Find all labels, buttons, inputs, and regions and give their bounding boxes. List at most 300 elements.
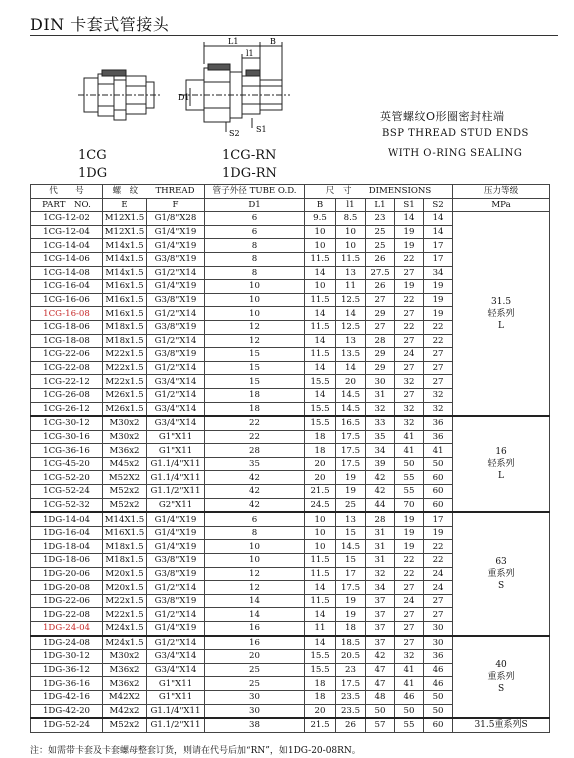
cell-l1-cap: 31 [366, 554, 395, 568]
pressure-value: 40 [495, 659, 507, 670]
cell-l1-cap: 29 [366, 348, 395, 362]
cell-thread-e: M52X2 [103, 471, 147, 485]
cell-s2: 24 [424, 581, 453, 595]
cell-l1-small: 20 [336, 375, 366, 389]
cell-l1-cap: 37 [366, 608, 395, 622]
cell-l1-cap: 37 [366, 636, 395, 650]
cell-part-no: 1DG-22-08 [31, 608, 103, 622]
cell-b: 18 [305, 677, 336, 691]
cell-b: 11.5 [305, 567, 336, 581]
cell-part-no: 1CG-52-32 [31, 498, 103, 512]
pressure-group-cell [453, 512, 550, 635]
header-s2: S2 [424, 198, 453, 212]
cell-s1: 22 [395, 567, 424, 581]
cell-b: 14 [305, 266, 336, 280]
cell-l1-cap: 34 [366, 444, 395, 458]
cell-s1: 27 [395, 361, 424, 375]
cell-thread-f: G3/8"X19 [147, 293, 205, 307]
cell-s2: 41 [424, 444, 453, 458]
cell-s1: 14 [395, 212, 424, 226]
cell-s2: 22 [424, 320, 453, 334]
cell-d1: 38 [205, 718, 305, 732]
cell-l1-small: 11.5 [336, 252, 366, 266]
cell-thread-f: G1/4"X19 [147, 526, 205, 540]
cell-thread-f: G1/4"X19 [147, 280, 205, 294]
cell-s1: 19 [395, 280, 424, 294]
cell-thread-e: M18x1.5 [103, 320, 147, 334]
cell-part-no: 1DG-20-06 [31, 567, 103, 581]
header-mpa: MPa [453, 198, 550, 212]
header-e: E [103, 198, 147, 212]
side-text-en2: WITH O-RING SEALING [388, 148, 523, 159]
cell-l1-small: 19 [336, 594, 366, 608]
cell-s2: 14 [424, 225, 453, 239]
cell-b: 24.5 [305, 498, 336, 512]
cell-s1: 32 [395, 650, 424, 664]
cell-b: 10 [305, 225, 336, 239]
cell-l1-cap: 31 [366, 540, 395, 554]
cell-d1: 12 [205, 320, 305, 334]
cell-s2: 17 [424, 512, 453, 526]
cell-thread-f: G1/2"X14 [147, 266, 205, 280]
cell-thread-f: G1/4"X19 [147, 622, 205, 636]
cell-s1: 46 [395, 690, 424, 704]
cell-part-no: 1DG-20-08 [31, 581, 103, 595]
cell-l1-cap: 27.5 [366, 266, 395, 280]
cell-s1: 24 [395, 594, 424, 608]
cell-l1-small: 17 [336, 567, 366, 581]
cell-thread-f: G1/4"X19 [147, 540, 205, 554]
cell-l1-small: 12.5 [336, 320, 366, 334]
table-row [31, 718, 550, 732]
cell-l1-small: 15 [336, 554, 366, 568]
cell-thread-e: M18x1.5 [103, 540, 147, 554]
cell-l1-small: 16.5 [336, 416, 366, 430]
cell-d1: 12 [205, 581, 305, 595]
cell-thread-e: M12X1.5 [103, 212, 147, 226]
cell-d1: 14 [205, 594, 305, 608]
cell-thread-f: G1"X11 [147, 444, 205, 458]
dim-label-b: B [270, 37, 276, 46]
cell-l1-cap: 33 [366, 416, 395, 430]
cell-l1-small: 17.5 [336, 457, 366, 471]
cell-part-no: 1DG-42-16 [31, 690, 103, 704]
cell-thread-e: M26x1.5 [103, 388, 147, 402]
cell-l1-small: 8.5 [336, 212, 366, 226]
cell-l1-small: 12.5 [336, 293, 366, 307]
cell-d1: 14 [205, 608, 305, 622]
cell-s2: 32 [424, 388, 453, 402]
cell-l1-small: 11 [336, 280, 366, 294]
cell-s1: 22 [395, 293, 424, 307]
cell-s1: 19 [395, 512, 424, 526]
cell-d1: 16 [205, 636, 305, 650]
cell-l1-cap: 29 [366, 307, 395, 321]
cell-s2: 27 [424, 608, 453, 622]
cell-d1: 35 [205, 457, 305, 471]
cell-b: 10 [305, 512, 336, 526]
cell-b: 20 [305, 704, 336, 718]
cell-thread-e: M16x1.5 [103, 280, 147, 294]
pressure-group-cell [453, 718, 550, 732]
cell-l1-small: 13 [336, 512, 366, 526]
cell-d1: 8 [205, 266, 305, 280]
cell-part-no: 1DG-36-12 [31, 663, 103, 677]
cell-b: 20 [305, 457, 336, 471]
cell-part-no: 1DG-16-04 [31, 526, 103, 540]
cell-thread-f: G1/2"X14 [147, 636, 205, 650]
cell-s1: 55 [395, 718, 424, 732]
cell-part-no: 1CG-18-08 [31, 334, 103, 348]
cell-s1: 24 [395, 348, 424, 362]
cell-l1-cap: 26 [366, 280, 395, 294]
cell-b: 9.5 [305, 212, 336, 226]
cell-s1: 19 [395, 239, 424, 253]
cell-b: 10 [305, 239, 336, 253]
cell-b: 11.5 [305, 320, 336, 334]
cell-s2: 30 [424, 622, 453, 636]
cell-s1: 27 [395, 581, 424, 595]
cell-l1-small: 14 [336, 307, 366, 321]
cell-part-no: 1CG-22-12 [31, 375, 103, 389]
cell-thread-f: G1.1/4"X11 [147, 704, 205, 718]
cell-s2: 19 [424, 293, 453, 307]
cell-l1-cap: 27 [366, 293, 395, 307]
cell-d1: 30 [205, 704, 305, 718]
cell-l1-small: 20.5 [336, 650, 366, 664]
cell-l1-cap: 32 [366, 402, 395, 416]
cell-b: 18 [305, 444, 336, 458]
cell-b: 14 [305, 608, 336, 622]
footnote: 注：如需带卡套及卡套螺母整套订货，则请在代号后加“RN”，如1DG-20-08RN。 [30, 746, 361, 756]
cell-thread-f: G2"X11 [147, 498, 205, 512]
cell-b: 21.5 [305, 485, 336, 499]
cell-thread-f: G1/4"X19 [147, 239, 205, 253]
cell-thread-e: M14X1.5 [103, 512, 147, 526]
cell-l1-cap: 37 [366, 594, 395, 608]
cell-thread-f: G1/2"X14 [147, 608, 205, 622]
cell-s1: 32 [395, 416, 424, 430]
cell-thread-e: M22x1.5 [103, 361, 147, 375]
cell-thread-e: M45x2 [103, 457, 147, 471]
cell-l1-small: 17.5 [336, 581, 366, 595]
cell-part-no: 1CG-30-12 [31, 416, 103, 430]
pressure-group-cell [453, 212, 550, 416]
cell-s1: 27 [395, 307, 424, 321]
cell-s2: 32 [424, 402, 453, 416]
cell-s2: 14 [424, 212, 453, 226]
cell-thread-f: G1/2"X14 [147, 334, 205, 348]
cell-d1: 6 [205, 512, 305, 526]
cell-part-no: 1DG-18-04 [31, 540, 103, 554]
cell-thread-f: G1"X11 [147, 677, 205, 691]
cell-b: 14 [305, 334, 336, 348]
cell-l1-cap: 30 [366, 375, 395, 389]
cell-s2: 22 [424, 540, 453, 554]
cell-s2: 24 [424, 567, 453, 581]
cell-s2: 17 [424, 252, 453, 266]
cell-b: 10 [305, 540, 336, 554]
pressure-group-cell [453, 636, 550, 719]
cell-l1-small: 25 [336, 498, 366, 512]
pressure-cn: 重系列 [487, 568, 515, 579]
cell-l1-small: 17.5 [336, 677, 366, 691]
cell-s2: 30 [424, 636, 453, 650]
table-row [31, 636, 550, 650]
dim-label-s1: S1 [256, 125, 267, 134]
cell-s1: 41 [395, 444, 424, 458]
cell-l1-small: 13 [336, 334, 366, 348]
cell-b: 21.5 [305, 718, 336, 732]
cell-l1-small: 14 [336, 361, 366, 375]
cell-s1: 41 [395, 430, 424, 444]
cell-d1: 12 [205, 567, 305, 581]
cell-thread-f: G1/4"X19 [147, 225, 205, 239]
cell-l1-small: 26 [336, 718, 366, 732]
cell-b: 11.5 [305, 594, 336, 608]
cell-s1: 41 [395, 663, 424, 677]
cell-l1-cap: 26 [366, 252, 395, 266]
cell-thread-e: M22x1.5 [103, 594, 147, 608]
cell-thread-f: G1.1/2"X11 [147, 485, 205, 499]
cell-thread-e: M42x2 [103, 704, 147, 718]
cell-part-no: 1CG-18-06 [31, 320, 103, 334]
cell-d1: 8 [205, 239, 305, 253]
cell-b: 15.5 [305, 650, 336, 664]
cell-d1: 15 [205, 348, 305, 362]
cell-thread-f: G3/4"X14 [147, 663, 205, 677]
cell-s2: 60 [424, 498, 453, 512]
left-fitting-drawing [78, 70, 160, 120]
cell-d1: 15 [205, 361, 305, 375]
cell-thread-e: M12X1.5 [103, 225, 147, 239]
cell-thread-f: G1"X11 [147, 690, 205, 704]
cell-thread-f: G1/2"X14 [147, 307, 205, 321]
cell-thread-f: G1/8"X28 [147, 212, 205, 226]
model-label-1dg-rn: 1DG-RN [222, 166, 277, 181]
cell-l1-cap: 42 [366, 485, 395, 499]
cell-b: 15.5 [305, 375, 336, 389]
header-l1-cap: L1 [366, 198, 395, 212]
cell-l1-small: 14.5 [336, 540, 366, 554]
cell-d1: 10 [205, 293, 305, 307]
pressure-value: 31.5 [491, 296, 512, 307]
header-tube-od: 管子外径 TUBE O.D. [205, 185, 305, 199]
header-l1-small: l1 [336, 198, 366, 212]
cell-s1: 55 [395, 471, 424, 485]
cell-l1-small: 10 [336, 239, 366, 253]
cell-part-no: 1CG-52-20 [31, 471, 103, 485]
cell-s2: 50 [424, 457, 453, 471]
cell-part-no: 1DG-14-04 [31, 512, 103, 526]
table-row [31, 512, 550, 526]
cell-d1: 10 [205, 540, 305, 554]
cell-part-no: 1DG-42-20 [31, 704, 103, 718]
cell-l1-cap: 23 [366, 212, 395, 226]
cell-thread-f: G3/8"X19 [147, 348, 205, 362]
cell-b: 11.5 [305, 554, 336, 568]
cell-thread-e: M22x1.5 [103, 348, 147, 362]
header-code: 代 号 [31, 185, 103, 199]
cell-thread-f: G3/8"X19 [147, 252, 205, 266]
cell-b: 20 [305, 471, 336, 485]
cell-d1: 16 [205, 622, 305, 636]
cell-l1-cap: 44 [366, 498, 395, 512]
cell-b: 18 [305, 430, 336, 444]
pressure-cn: 轻系列 [487, 459, 515, 470]
cell-s1: 55 [395, 485, 424, 499]
cell-part-no: 1CG-14-04 [31, 239, 103, 253]
cell-l1-small: 23.5 [336, 704, 366, 718]
dim-label-d1: D1 [178, 93, 190, 102]
cell-b: 10 [305, 526, 336, 540]
cell-thread-e: M52x2 [103, 498, 147, 512]
cell-l1-cap: 57 [366, 718, 395, 732]
cell-b: 14 [305, 307, 336, 321]
cell-s2: 60 [424, 471, 453, 485]
pressure-letter: S [497, 580, 505, 591]
cell-s2: 19 [424, 280, 453, 294]
cell-l1-small: 13.5 [336, 348, 366, 362]
cell-b: 14 [305, 636, 336, 650]
page-title: DIN 卡套式管接头 [30, 15, 170, 34]
cell-l1-small: 19 [336, 608, 366, 622]
cell-s1: 50 [395, 457, 424, 471]
model-label-1dg: 1DG [78, 166, 108, 181]
cell-l1-cap: 42 [366, 471, 395, 485]
cell-thread-e: M24x1.5 [103, 622, 147, 636]
cell-s1: 19 [395, 225, 424, 239]
cell-s1: 22 [395, 252, 424, 266]
cell-l1-small: 23 [336, 663, 366, 677]
cell-l1-cap: 50 [366, 704, 395, 718]
cell-s1: 50 [395, 704, 424, 718]
cell-thread-e: M36x2 [103, 663, 147, 677]
cell-l1-cap: 25 [366, 225, 395, 239]
cell-b: 15.5 [305, 416, 336, 430]
cell-s1: 32 [395, 375, 424, 389]
cell-l1-small: 23.5 [336, 690, 366, 704]
cell-part-no: 1CG-14-08 [31, 266, 103, 280]
cell-thread-f: G3/8"X19 [147, 320, 205, 334]
cell-s2: 46 [424, 677, 453, 691]
cell-part-no: 1CG-36-16 [31, 444, 103, 458]
side-text-en1: BSP THREAD STUD ENDS [382, 128, 529, 139]
cell-part-no: 1CG-12-02 [31, 212, 103, 226]
cell-part-no: 1DG-36-16 [31, 677, 103, 691]
cell-thread-e: M30x2 [103, 430, 147, 444]
cell-thread-e: M16x1.5 [103, 293, 147, 307]
cell-s2: 19 [424, 307, 453, 321]
cell-l1-small: 10 [336, 225, 366, 239]
cell-d1: 22 [205, 430, 305, 444]
cell-d1: 10 [205, 554, 305, 568]
cell-s1: 27 [395, 636, 424, 650]
cell-s2: 60 [424, 718, 453, 732]
table-row [31, 212, 550, 226]
cell-l1-cap: 48 [366, 690, 395, 704]
cell-l1-cap: 32 [366, 567, 395, 581]
cell-thread-e: M18x1.5 [103, 554, 147, 568]
cell-s2: 27 [424, 375, 453, 389]
pressure-cn: 重系列 [487, 671, 515, 682]
cell-thread-e: M14x1.5 [103, 252, 147, 266]
cell-thread-e: M20x1.5 [103, 581, 147, 595]
cell-b: 11.5 [305, 348, 336, 362]
cell-l1-cap: 27 [366, 320, 395, 334]
cell-s1: 41 [395, 677, 424, 691]
cell-thread-e: M52x2 [103, 485, 147, 499]
cell-s2: 27 [424, 348, 453, 362]
cell-s2: 22 [424, 554, 453, 568]
model-label-1cg: 1CG [78, 148, 107, 163]
cell-l1-cap: 47 [366, 663, 395, 677]
cell-s2: 50 [424, 704, 453, 718]
cell-part-no: 1DG-22-06 [31, 594, 103, 608]
cell-d1: 25 [205, 663, 305, 677]
cell-s1: 27 [395, 388, 424, 402]
cell-thread-f: G3/8"X19 [147, 567, 205, 581]
cell-l1-small: 17.5 [336, 430, 366, 444]
cell-part-no: 1CG-30-16 [31, 430, 103, 444]
cell-part-no: 1DG-52-24 [31, 718, 103, 732]
cell-thread-e: M30x2 [103, 650, 147, 664]
cell-part-no: 1CG-26-08 [31, 388, 103, 402]
model-label-1cg-rn: 1CG-RN [222, 148, 277, 163]
cell-part-no: 1CG-45-20 [31, 457, 103, 471]
cell-l1-cap: 25 [366, 239, 395, 253]
cell-l1-small: 18 [336, 622, 366, 636]
cell-l1-small: 17.5 [336, 444, 366, 458]
header-dimensions: 尺 寸 DIMENSIONS [305, 185, 453, 199]
cell-s1: 22 [395, 320, 424, 334]
cell-d1: 22 [205, 416, 305, 430]
cell-thread-e: M42X2 [103, 690, 147, 704]
pressure-letter: S [497, 683, 505, 694]
cell-part-no: 1CG-52-24 [31, 485, 103, 499]
cell-d1: 25 [205, 677, 305, 691]
cell-part-no: 1CG-26-12 [31, 402, 103, 416]
cell-l1-cap: 35 [366, 430, 395, 444]
cell-thread-e: M36x2 [103, 677, 147, 691]
cell-part-no: 1DG-24-04 [31, 622, 103, 636]
cell-b: 18 [305, 690, 336, 704]
cell-l1-cap: 37 [366, 622, 395, 636]
cell-thread-e: M36x2 [103, 444, 147, 458]
pressure-value: 63 [495, 556, 507, 567]
right-fitting-drawing [180, 42, 290, 132]
cell-s2: 60 [424, 485, 453, 499]
header-b: B [305, 198, 336, 212]
cell-l1-small: 19 [336, 471, 366, 485]
cell-part-no: 1CG-14-06 [31, 252, 103, 266]
cell-s2: 34 [424, 266, 453, 280]
cell-l1-small: 14.5 [336, 388, 366, 402]
cell-part-no: 1DG-30-12 [31, 650, 103, 664]
pressure-group-cell [453, 416, 550, 512]
cell-l1-small: 19 [336, 485, 366, 499]
cell-part-no: 1CG-22-08 [31, 361, 103, 375]
cell-s1: 22 [395, 554, 424, 568]
cell-l1-small: 18.5 [336, 636, 366, 650]
cell-d1: 18 [205, 402, 305, 416]
cell-thread-e: M30x2 [103, 416, 147, 430]
cell-s2: 27 [424, 594, 453, 608]
cell-l1-small: 14.5 [336, 402, 366, 416]
cell-b: 15.5 [305, 402, 336, 416]
cell-thread-f: G1/2"X14 [147, 581, 205, 595]
header-pressure: 压力等级 [453, 185, 550, 199]
